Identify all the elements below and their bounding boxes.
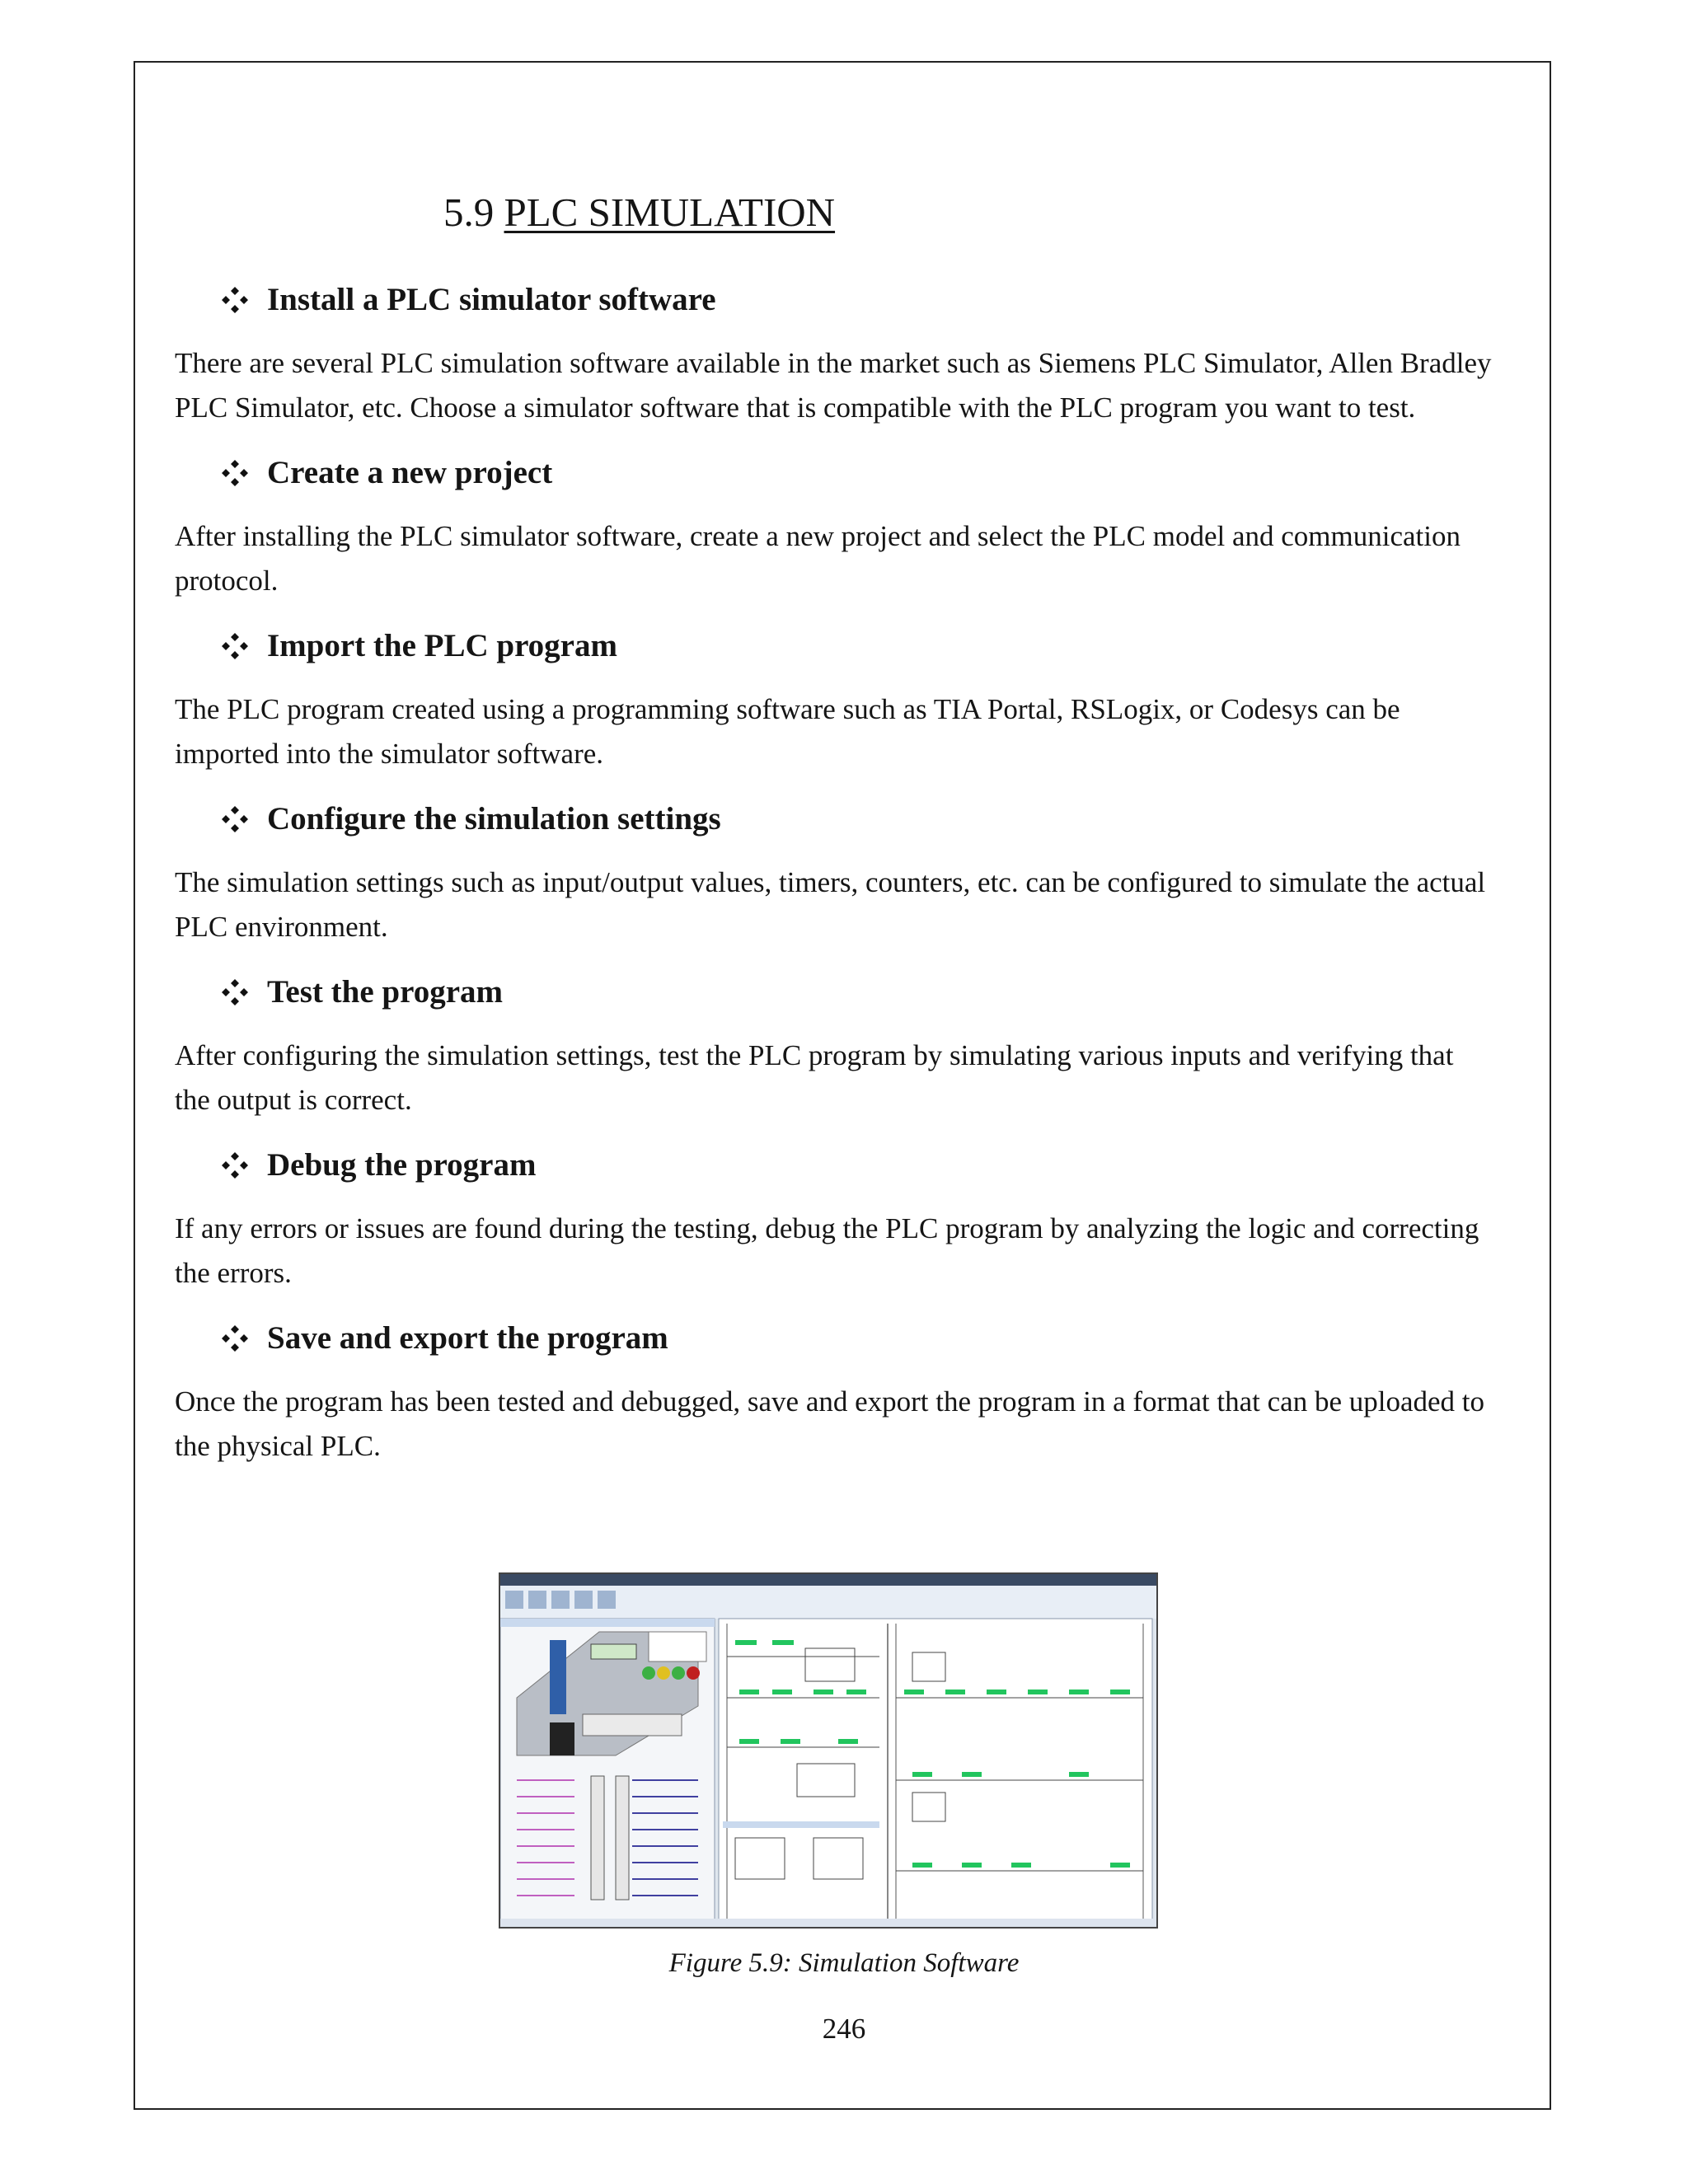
page-number: 246 <box>822 2013 866 2045</box>
simulation-software-screenshot <box>499 1572 1158 1929</box>
section-title: PLC SIMULATION <box>504 190 836 235</box>
paragraph: If any errors or issues are found during the testing, debug the PLC program by analyzing the logic and correcting the errors. <box>175 1212 1479 1289</box>
section-content <box>175 277 1493 1488</box>
subsection-heading <box>221 796 1493 842</box>
four-diamond-bullet-icon <box>221 1324 249 1352</box>
four-diamond-bullet-icon <box>221 632 249 660</box>
subsection-title: Save and export the program <box>267 1320 668 1356</box>
subsection-heading <box>221 450 1493 496</box>
subsection-heading <box>221 623 1493 669</box>
paragraph: There are several PLC simulation software available in the market such as Siemens PLC Simulator, Allen Bradley PLC Simulator, etc. Choose a simulator software that is compatible with the PLC program you want to test. <box>175 347 1492 424</box>
figure-caption: Figure 5.9: Simulation Software <box>668 1948 1020 1978</box>
subsection-heading <box>221 1142 1493 1188</box>
four-diamond-bullet-icon <box>221 286 249 314</box>
subsection-title: Install a PLC simulator software <box>267 282 716 317</box>
four-diamond-bullet-icon <box>221 1151 249 1179</box>
section-heading <box>443 188 835 237</box>
subsection-title: Test the program <box>267 974 503 1010</box>
paragraph: After installing the PLC simulator software, create a new project and select the PLC model and communication protocol. <box>175 520 1461 597</box>
subsection-heading <box>221 1315 1493 1361</box>
subsection-title: Import the PLC program <box>267 628 617 663</box>
subsection-title: Create a new project <box>267 455 553 490</box>
subsection-heading <box>221 969 1493 1015</box>
subsection-title: Debug the program <box>267 1147 537 1183</box>
four-diamond-bullet-icon <box>221 978 249 1006</box>
paragraph: Once the program has been tested and debugged, save and export the program in a format that can be uploaded to the physical PLC. <box>175 1385 1485 1462</box>
subsection-title: Configure the simulation settings <box>267 801 721 837</box>
paragraph: The PLC program created using a programming software such as TIA Portal, RSLogix, or Codesys can be imported into the simulator software. <box>175 693 1400 770</box>
section-number: 5.9 <box>443 190 495 235</box>
four-diamond-bullet-icon <box>221 459 249 487</box>
four-diamond-bullet-icon <box>221 805 249 833</box>
subsection-heading <box>221 277 1493 323</box>
paragraph: After configuring the simulation settings, test the PLC program by simulating various inputs and verifying that the output is correct. <box>175 1039 1454 1116</box>
screenshot-illustration <box>500 1574 1156 1927</box>
paragraph: The simulation settings such as input/output values, timers, counters, etc. can be configured to simulate the actual PLC environment. <box>175 866 1486 943</box>
